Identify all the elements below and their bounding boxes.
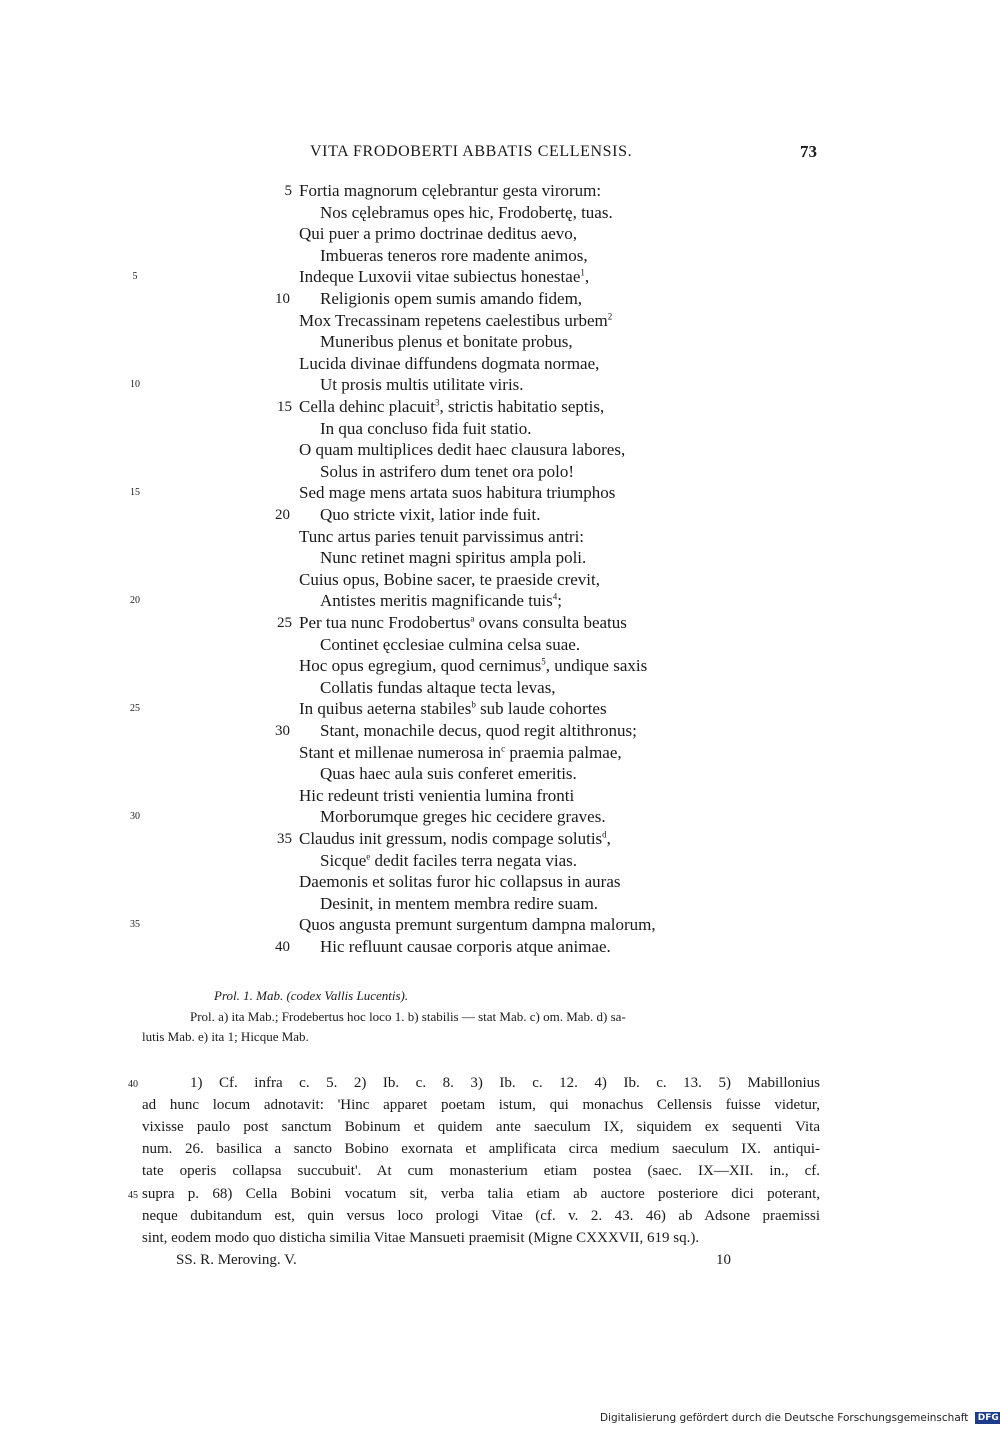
footnote-line: vixisse paulo post sanctum Bobinum et quidem ante saeculum IX, siquidem ex sequenti Vita (142, 1119, 820, 1136)
verse-line: Lucida divinae diffundens dogmata normae, (299, 353, 600, 373)
signature-mark: SS. R. Meroving. V. (176, 1252, 297, 1268)
verse-number: 25 (277, 615, 292, 631)
note-reference: 4 (552, 591, 558, 602)
verse-number: 35 (277, 831, 292, 847)
margin-line-number: 15 (130, 487, 140, 499)
verse-line: In qua concluso fida fuit statio. (320, 418, 532, 438)
note-reference: 1 (580, 267, 585, 278)
verse-line: Hoc opus egregium, quod cernimus$^5$, undique saxis (299, 656, 648, 676)
note-reference: 5 (541, 656, 546, 667)
apparatus-variants-line-2: lutis Mab. e) ita 1; Hicque Mab. (142, 1029, 309, 1044)
footnote-margin-number: 45 (128, 1189, 138, 1201)
page-number: 73 (800, 142, 817, 161)
margin-line-number: 35 (130, 919, 140, 931)
verse-line: Imbueras teneros rore madente animos, (320, 245, 588, 265)
verse-line: Stant, monachile decus, quod regit altithronus; (320, 721, 637, 740)
verse-number: 40 (275, 939, 290, 955)
margin-line-number: 5 (132, 271, 138, 283)
verse-line: Continet ęcclesiae culmina celsa suae. (320, 634, 581, 654)
verse-number: 5 (284, 183, 292, 199)
digitization-note: Digitalisierung gefördert durch die Deutsche Forschungsgemeinschaft (600, 1412, 969, 1424)
verse-line: Hic refluunt causae corporis atque animae. (320, 937, 611, 956)
verse-line: Fortia magnorum cęlebrantur gesta virorum: (299, 181, 602, 200)
margin-line-number: 25 (130, 703, 140, 715)
verse-line: Quas haec aula suis conferet emeritis. (320, 764, 577, 784)
verse-line: O quam multiplices dedit haec clausura labores, (299, 440, 626, 460)
verse-line: Claudus init gressum, nodis compage solutis$^d$, (299, 829, 611, 848)
verse-line: Solus in astrifero dum tenet ora polo! (320, 461, 575, 481)
verse-line: Desinit, in mentem membra redire suam. (320, 893, 599, 913)
footnote-line: neque dubitandum est, quin versus loco prologi Vitae (cf. v. 2. 43. 46) ab Adsone praemissi (142, 1207, 820, 1224)
verse-line: Stant et millenae numerosa $in^c$ praemia palmae, (299, 742, 622, 762)
verse-line: Religionis opem sumis amando fidem, (320, 289, 583, 308)
margin-line-number: 10 (130, 379, 140, 391)
verse-number: 20 (275, 507, 290, 523)
verse-line: Muneribus plenus et bonitate probus, (320, 332, 573, 352)
verse-line: Ut prosis multis utilitate viris. (320, 375, 524, 395)
verse-line: Per tua nunc Frodobertus$^a$ ovans consulta beatus (299, 613, 627, 632)
verse-number: 10 (275, 291, 290, 307)
margin-line-number: 30 (130, 811, 140, 823)
verse-line: In quibus aeterna stabiles$^b$ sub laude cohortes (299, 699, 607, 719)
note-reference: c (501, 742, 506, 753)
verse-line: Nunc retinet magni spiritus ampla poli. (320, 548, 587, 568)
footnote-line: sint, eodem modo quo disticha similia Vitae Mansueti praemisit (Migne CXXXVII, 619 sq.). (142, 1229, 700, 1246)
footnote-line: supra p. 68) Cella Bobini vocatum sit, verba talia etiam ab auctore posteriore dici poterant, (142, 1185, 820, 1202)
verse-line: Daemonis et solitas furor hic collapsus in auras (299, 872, 621, 892)
running-title: VITA FRODOBERTI ABBATIS CELLENSIS. (310, 143, 633, 160)
verse-line: Morborumque greges hic cecidere graves. (320, 807, 606, 827)
note-reference: 2 (607, 310, 613, 321)
apparatus-prol-line: Prol. 1. Mab. (codex Vallis Lucentis). (214, 988, 409, 1003)
note-reference: 3 (434, 397, 440, 408)
verse-line: Cella dehinc placuit$^3$, strictis habitatio septis, (299, 397, 605, 416)
verse-line: Cuius opus, Bobine sacer, te praeside crevit, (299, 569, 600, 589)
dfg-logo: DFG (975, 1412, 1000, 1424)
footnote-line: tate operis collapsa succubuit'. At cum monasterium etiam postea (saec. IX—XII. in., cf. (142, 1163, 820, 1180)
verse-line: Tunc artus paries tenuit parvissimus antri: (299, 526, 585, 546)
verse-line: Quos angusta premunt surgentum dampna malorum, (299, 915, 656, 935)
verse-number: 15 (277, 399, 292, 415)
digitization-credit (600, 1412, 999, 1428)
footnote-line: ad hunc locum adnotavit: 'Hinc apparet poetam istum, qui monachus Cellensis fuisse videtur, (142, 1097, 820, 1114)
apparatus-variants-line-1: Prol. a) ita Mab.; Frodebertus hoc loco 1. b) stabilis — stat Mab. c) om. Mab. d) sa- (190, 1009, 626, 1024)
note-reference: b (471, 699, 476, 710)
verse-line: Hic redeunt tristi venientia lumina fronti (299, 785, 575, 805)
verse-line: Quo stricte vixit, latior inde fuit. (320, 505, 541, 524)
footnote-line: 1) Cf. infra c. 5. 2) Ib. c. 8. 3) Ib. c. 12. 4) Ib. c. 13. 5) Mabillonius (190, 1075, 820, 1091)
verse-line: Qui puer a primo doctrinae deditus aevo, (299, 224, 578, 244)
footnote-margin-number: 40 (128, 1079, 138, 1090)
verse-line: Collatis fundas altaque tecta levas, (320, 677, 556, 697)
verse-line: Sed mage mens artata suos habitura triumphos (299, 483, 616, 503)
verse-line: Indeque Luxovii vitae subiectus honestae$^1$, (299, 267, 590, 287)
footnote-line: num. 26. basilica a sancto Bobino exornata et amplificata circa medium saeculum IX. antiqui- (142, 1141, 820, 1158)
sheet-number: 10 (716, 1252, 731, 1268)
verse-line: Sicque$^e$ dedit faciles terra negata vias. (320, 850, 578, 870)
verse-line: Antistes meritis magnificande tuis$^4$; (320, 591, 562, 611)
running-header (0, 143, 1000, 167)
verse-line: Nos cęlebramus opes hic, Frodobertę, tuas. (320, 202, 613, 222)
margin-line-number: 20 (130, 595, 140, 607)
note-reference: a (470, 613, 475, 624)
note-reference: e (366, 850, 371, 861)
verse-number: 30 (275, 723, 290, 739)
verse-line: Mox Trecassinam repetens caelestibus urbem$^2$ (299, 310, 613, 330)
note-reference: d (602, 829, 607, 840)
